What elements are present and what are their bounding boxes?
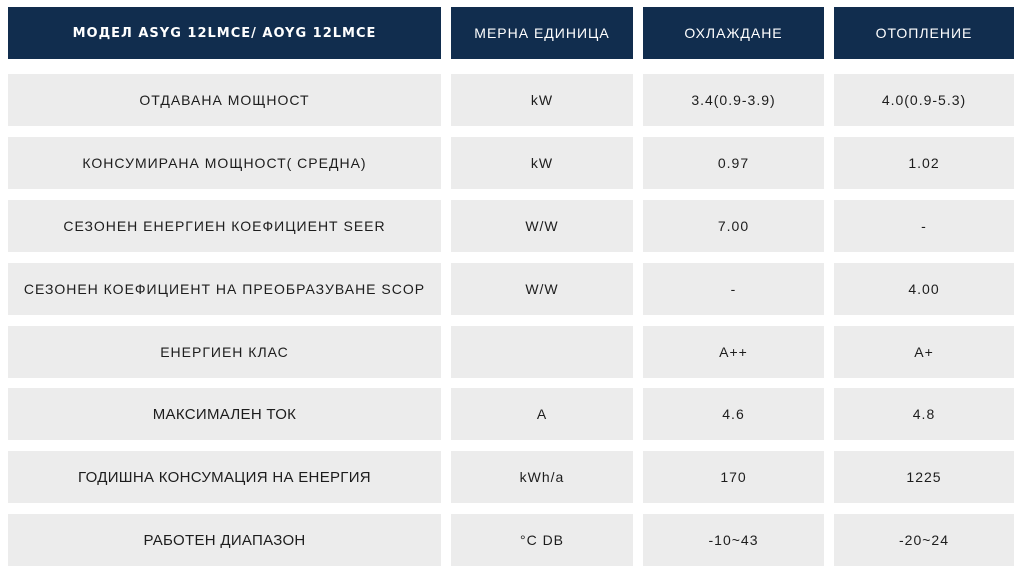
table-header-row	[0, 7, 1023, 59]
cooling-cell: 3.4(0.9-3.9)	[643, 74, 824, 126]
param-cell: КОНСУМИРАНА МОЩНОСТ( СРЕДНА)	[8, 137, 441, 189]
unit-cell: kWh/a	[451, 451, 633, 503]
header-unit: МЕРНА ЕДИНИЦА	[451, 7, 633, 59]
cooling-cell: -	[643, 263, 824, 315]
table-row	[0, 137, 1023, 189]
unit-cell: W/W	[451, 200, 633, 252]
table-row	[0, 200, 1023, 252]
heating-cell: 4.00	[834, 263, 1014, 315]
param-cell: СЕЗОНЕН ЕНЕРГИЕН КОЕФИЦИЕНТ SEER	[8, 200, 441, 252]
table-row	[0, 514, 1023, 566]
param-cell: ЕНЕРГИЕН КЛАС	[8, 326, 441, 378]
heating-cell: 1225	[834, 451, 1014, 503]
cooling-cell: A++	[643, 326, 824, 378]
unit-cell: kW	[451, 137, 633, 189]
table-row	[0, 74, 1023, 126]
param-cell: РАБОТЕН ДИАПАЗОН	[8, 514, 441, 566]
cooling-cell: -10~43	[643, 514, 824, 566]
unit-cell: kW	[451, 74, 633, 126]
heating-cell: 4.8	[834, 388, 1014, 440]
param-cell: МАКСИМАЛЕН ТОК	[8, 388, 441, 440]
unit-cell: W/W	[451, 263, 633, 315]
cooling-cell: 4.6	[643, 388, 824, 440]
cooling-cell: 0.97	[643, 137, 824, 189]
unit-cell: °C DB	[451, 514, 633, 566]
header-model: МОДЕЛ ASYG 12LMCE/ AOYG 12LMCE	[8, 7, 441, 59]
param-cell: ГОДИШНА КОНСУМАЦИЯ НА ЕНЕРГИЯ	[8, 451, 441, 503]
heating-cell: -20~24	[834, 514, 1014, 566]
unit-cell: A	[451, 388, 633, 440]
cooling-cell: 170	[643, 451, 824, 503]
header-cooling: ОХЛАЖДАНЕ	[643, 7, 824, 59]
cooling-cell: 7.00	[643, 200, 824, 252]
table-row	[0, 388, 1023, 440]
param-cell: СЕЗОНЕН КОЕФИЦИЕНТ НА ПРЕОБРАЗУВАНЕ SCOP	[8, 263, 441, 315]
param-cell: ОТДАВАНА МОЩНОСТ	[8, 74, 441, 126]
unit-cell	[451, 326, 633, 378]
heating-cell: A+	[834, 326, 1014, 378]
heating-cell: -	[834, 200, 1014, 252]
heating-cell: 4.0(0.9-5.3)	[834, 74, 1014, 126]
header-heating: ОТОПЛЕНИЕ	[834, 7, 1014, 59]
table-row	[0, 326, 1023, 378]
table-row	[0, 263, 1023, 315]
heating-cell: 1.02	[834, 137, 1014, 189]
table-row	[0, 451, 1023, 503]
